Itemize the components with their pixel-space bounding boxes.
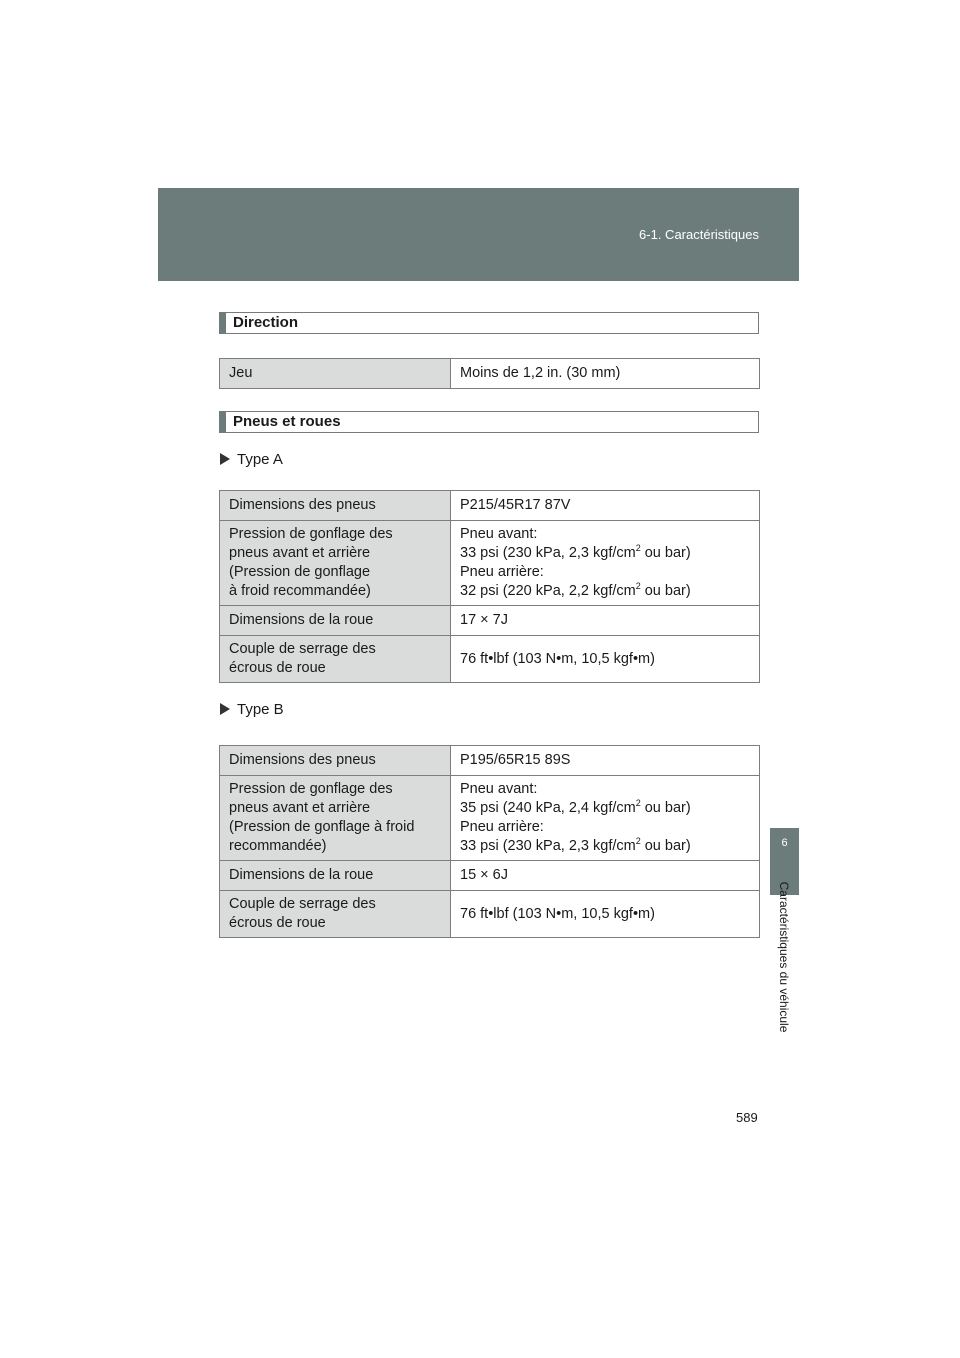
table-row — [220, 746, 760, 776]
spec-key — [220, 776, 451, 861]
spec-value — [451, 776, 760, 861]
front-tire-pressure: 33 psi (230 kPa, 2,3 kgf/$cm^2$ ou bar) — [460, 543, 691, 561]
spec-key-line: Pression de gonflage des — [229, 526, 393, 542]
rear-tire-label: Pneu arrière: — [460, 819, 544, 835]
spec-key-line: Couple de serrage des — [229, 641, 376, 657]
spec-value: Moins de 1,2 in. (30 mm) — [451, 359, 760, 389]
spec-value — [451, 521, 760, 606]
chapter-tab-label: Caractéristiques du véhicule — [777, 881, 791, 1033]
spec-key: Dimensions des pneus — [220, 491, 451, 521]
direction-heading: Direction — [219, 312, 759, 334]
spec-key: Dimensions des pneus — [220, 746, 451, 776]
spec-key-line: pneus avant et arrière — [229, 545, 371, 561]
front-tire-label: Pneu avant: — [460, 781, 538, 797]
table-row — [220, 491, 760, 521]
page-number: 589 — [736, 1110, 758, 1125]
triangle-bullet-icon — [220, 703, 230, 715]
spec-value: P195/65R15 89S — [451, 746, 760, 776]
spec-key-line: pneus avant et arrière — [229, 800, 371, 816]
spec-value: 76 ft•lbf (103 N•m, 10,5 kgf•m) — [451, 636, 760, 683]
spec-key-line: (Pression de gonflage à froid — [229, 819, 415, 835]
table-row — [220, 521, 760, 606]
direction-table — [219, 358, 760, 389]
rear-tire-pressure: 32 psi (220 kPa, 2,2 kgf/$cm^2$ ou bar) — [460, 581, 691, 599]
rear-tire-label: Pneu arrière: — [460, 564, 544, 580]
spec-key-line: Couple de serrage des — [229, 896, 376, 912]
spec-key: Dimensions de la roue — [220, 606, 451, 636]
type-a-label — [220, 451, 283, 468]
header-band — [158, 188, 799, 281]
table-row — [220, 636, 760, 683]
table-row — [220, 606, 760, 636]
triangle-bullet-icon — [220, 453, 230, 465]
spec-key — [220, 636, 451, 683]
type-a-table — [219, 490, 760, 683]
spec-value: 76 ft•lbf (103 N•m, 10,5 kgf•m) — [451, 891, 760, 938]
type-a-text: Type A — [237, 451, 283, 468]
spec-key — [220, 891, 451, 938]
spec-value: P215/45R17 87V — [451, 491, 760, 521]
rear-tire-pressure: 33 psi (230 kPa, 2,3 kgf/$cm^2$ ou bar) — [460, 836, 691, 854]
spec-key-line: Pression de gonflage des — [229, 781, 393, 797]
spec-key-line: écrous de roue — [229, 915, 326, 931]
spec-value: 17 × 7J — [451, 606, 760, 636]
table-row — [220, 861, 760, 891]
spec-key-line: à froid recommandée) — [229, 583, 371, 599]
spec-value: 15 × 6J — [451, 861, 760, 891]
type-b-label — [220, 701, 284, 718]
front-tire-label: Pneu avant: — [460, 526, 538, 542]
type-b-text: Type B — [237, 701, 284, 718]
table-row — [220, 359, 760, 389]
section-title: 6-1. Caractéristiques — [639, 227, 759, 242]
front-tire-pressure: 35 psi (240 kPa, 2,4 kgf/$cm^2$ ou bar) — [460, 798, 691, 816]
spec-key-line: écrous de roue — [229, 660, 326, 676]
spec-key-line: (Pression de gonflage — [229, 564, 371, 580]
chapter-tab-number: 6 — [770, 828, 799, 895]
spec-key — [220, 521, 451, 606]
table-row — [220, 891, 760, 938]
spec-key: Jeu — [220, 359, 451, 389]
spec-key: Dimensions de la roue — [220, 861, 451, 891]
type-b-table — [219, 745, 760, 938]
spec-key-line: recommandée) — [229, 838, 327, 854]
table-row — [220, 776, 760, 861]
tires-heading: Pneus et roues — [219, 411, 759, 433]
